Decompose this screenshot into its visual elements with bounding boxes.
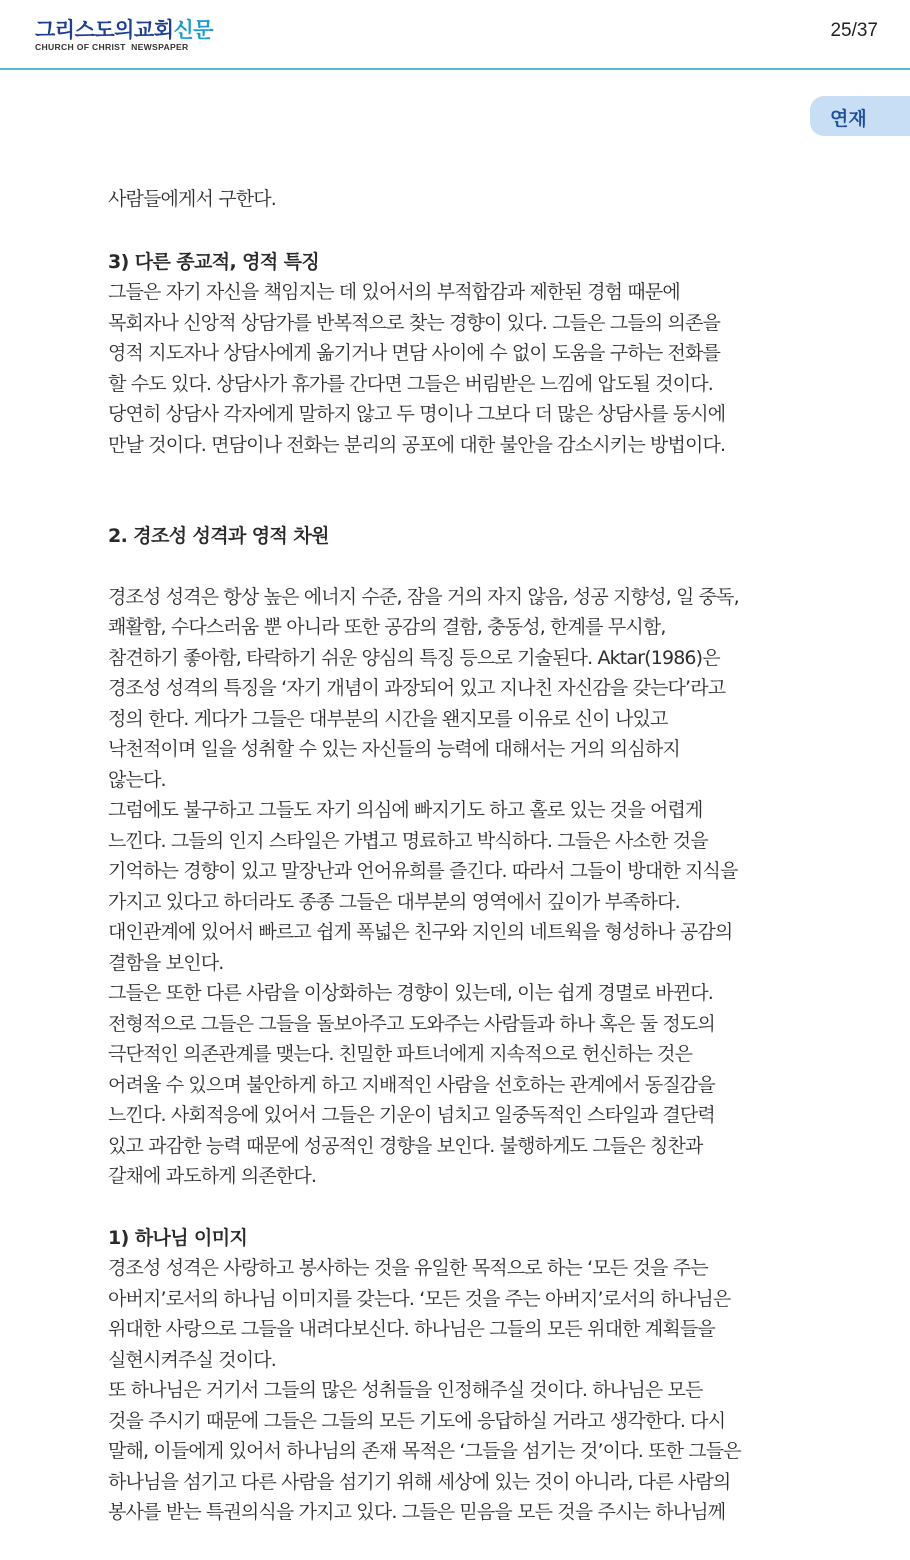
subheading-other-religious-traits: 3) 다른 종교적, 영적 특징 — [108, 251, 320, 273]
body-line: 아버지’로서의 하나님 이미지를 갖는다. ‘모든 것을 주는 아버지’로서의 하나님은 — [108, 1288, 731, 1310]
body-line: 목회자나 신앙적 상담가를 반복적으로 찾는 경향이 있다. 그들은 그들의 의존을 — [108, 312, 721, 334]
body-line: 것을 주시기 때문에 그들은 그들의 모든 기도에 응답하실 거라고 생각한다. 다시 — [108, 1410, 726, 1432]
subheading-god-image: 1) 하나님 이미지 — [108, 1227, 248, 1249]
body-line: 영적 지도자나 상담사에게 옮기거나 면담 사이에 수 없이 도움을 구하는 전화를 — [108, 342, 721, 364]
body-line: 않는다. — [108, 769, 166, 791]
page-number: 25/37 — [830, 20, 878, 41]
body-line: 느낀다. 그들의 인지 스타일은 가볍고 명료하고 박식하다. 그들은 사소한 것을 — [108, 830, 708, 852]
body-line: 만날 것이다. 면담이나 전화는 분리의 공포에 대한 불안을 감소시키는 방법이다. — [108, 434, 726, 456]
logo-title-main: 그리스도의교회 — [35, 18, 174, 42]
logo-subtitle: CHURCH OF CHRIST NEWSPAPER — [35, 42, 189, 52]
body-line: 있고 과감한 능력 때문에 성공적인 경향을 보인다. 불행하게도 그들은 칭찬과 — [108, 1135, 703, 1157]
page-header — [0, 0, 910, 70]
body-line: 그럼에도 불구하고 그들도 자기 의심에 빠지기도 하고 홀로 있는 것을 어렵게 — [108, 799, 703, 821]
newspaper-logo[interactable] — [35, 18, 213, 52]
body-line: 하나님을 섬기고 다른 사람을 섬기기 위해 세상에 있는 것이 아니라, 다른 사람의 — [108, 1471, 731, 1493]
body-line: 경조성 성격은 사랑하고 봉사하는 것을 유일한 목적으로 하는 ‘모든 것을 주는 — [108, 1257, 708, 1279]
body-line: 결함을 보인다. — [108, 952, 224, 974]
logo-title-accent: 신문 — [173, 18, 214, 42]
body-line: 갈채에 과도하게 의존한다. — [108, 1165, 317, 1187]
body-line: 낙천적이며 일을 성취할 수 있는 자신들의 능력에 대해서는 거의 의심하지 — [108, 738, 680, 760]
body-line: 어려울 수 있으며 불안하게 하고 지배적인 사람을 선호하는 관계에서 동질감을 — [108, 1074, 715, 1096]
body-line: 그들은 자기 자신을 책임지는 데 있어서의 부적합감과 제한된 경험 때문에 — [108, 281, 680, 303]
body-line: 실현시켜주실 것이다. — [108, 1349, 276, 1371]
body-line: 위대한 사랑으로 그들을 내려다보신다. 하나님은 그들의 모든 위대한 계획들을 — [108, 1318, 715, 1340]
section-tab-label: 연재 — [830, 108, 867, 130]
section-heading-hypomanic: 2. 경조성 성격과 영적 차원 — [108, 525, 329, 547]
body-line: 경조성 성격은 항상 높은 에너지 수준, 잠을 거의 자지 않음, 성공 지향성, 일 중독, — [108, 586, 739, 608]
body-line: 기억하는 경향이 있고 말장난과 언어유희를 즐긴다. 따라서 그들이 방대한 지식을 — [108, 860, 738, 882]
body-line: 또 하나님은 거기서 그들의 많은 성취들을 인정해주실 것이다. 하나님은 모든 — [108, 1379, 703, 1401]
body-line: 전형적으로 그들은 그들을 돌보아주고 도와주는 사람들과 하나 혹은 둘 정도의 — [108, 1013, 715, 1035]
body-line: 대인관계에 있어서 빠르고 쉽게 폭넓은 친구와 지인의 네트웍을 형성하나 공감의 — [108, 921, 733, 943]
body-line: 말해, 이들에게 있어서 하나님의 존재 목적은 ‘그들을 섬기는 것’이다. 또한 그들은 — [108, 1440, 741, 1462]
body-line: 가지고 있다고 하더라도 종종 그들은 대부분의 영역에서 깊이가 부족하다. — [108, 891, 680, 913]
body-line: 봉사를 받는 특권의식을 가지고 있다. 그들은 믿음을 모든 것을 주시는 하나님께 — [108, 1501, 726, 1523]
body-line: 정의 한다. 게다가 그들은 대부분의 시간을 왠지모를 이유로 신이 나있고 — [108, 708, 668, 730]
body-line: 쾌활함, 수다스러움 뿐 아니라 또한 공감의 결함, 충동성, 한계를 무시함, — [108, 616, 666, 638]
body-line: 사람들에게서 구한다. — [108, 188, 276, 210]
body-line: 느낀다. 사회적응에 있어서 그들은 기운이 넘치고 일중독적인 스타일과 결단력 — [108, 1104, 715, 1126]
body-line: 당연히 상담사 각자에게 말하지 않고 두 명이나 그보다 더 많은 상담사를 동시에 — [108, 403, 726, 425]
body-line: 할 수도 있다. 상담사가 휴가를 간다면 그들은 버림받은 느낌에 압도될 것이다. — [108, 373, 713, 395]
body-line: 그들은 또한 다른 사람을 이상화하는 경향이 있는데, 이는 쉽게 경멸로 바뀐다. — [108, 982, 713, 1004]
section-tab — [810, 96, 910, 136]
body-line: 경조성 성격의 특징을 ‘자기 개념이 과장되어 있고 지나친 자신감을 갖는다’라고 — [108, 677, 726, 699]
body-line: 참견하기 좋아함, 타락하기 쉬운 양심의 특징 등으로 기술된다. Aktar(1986)은 — [108, 647, 720, 669]
logo-title — [35, 18, 213, 42]
body-line: 극단적인 의존관계를 맺는다. 친밀한 파트너에게 지속적으로 헌신하는 것은 — [108, 1043, 693, 1065]
